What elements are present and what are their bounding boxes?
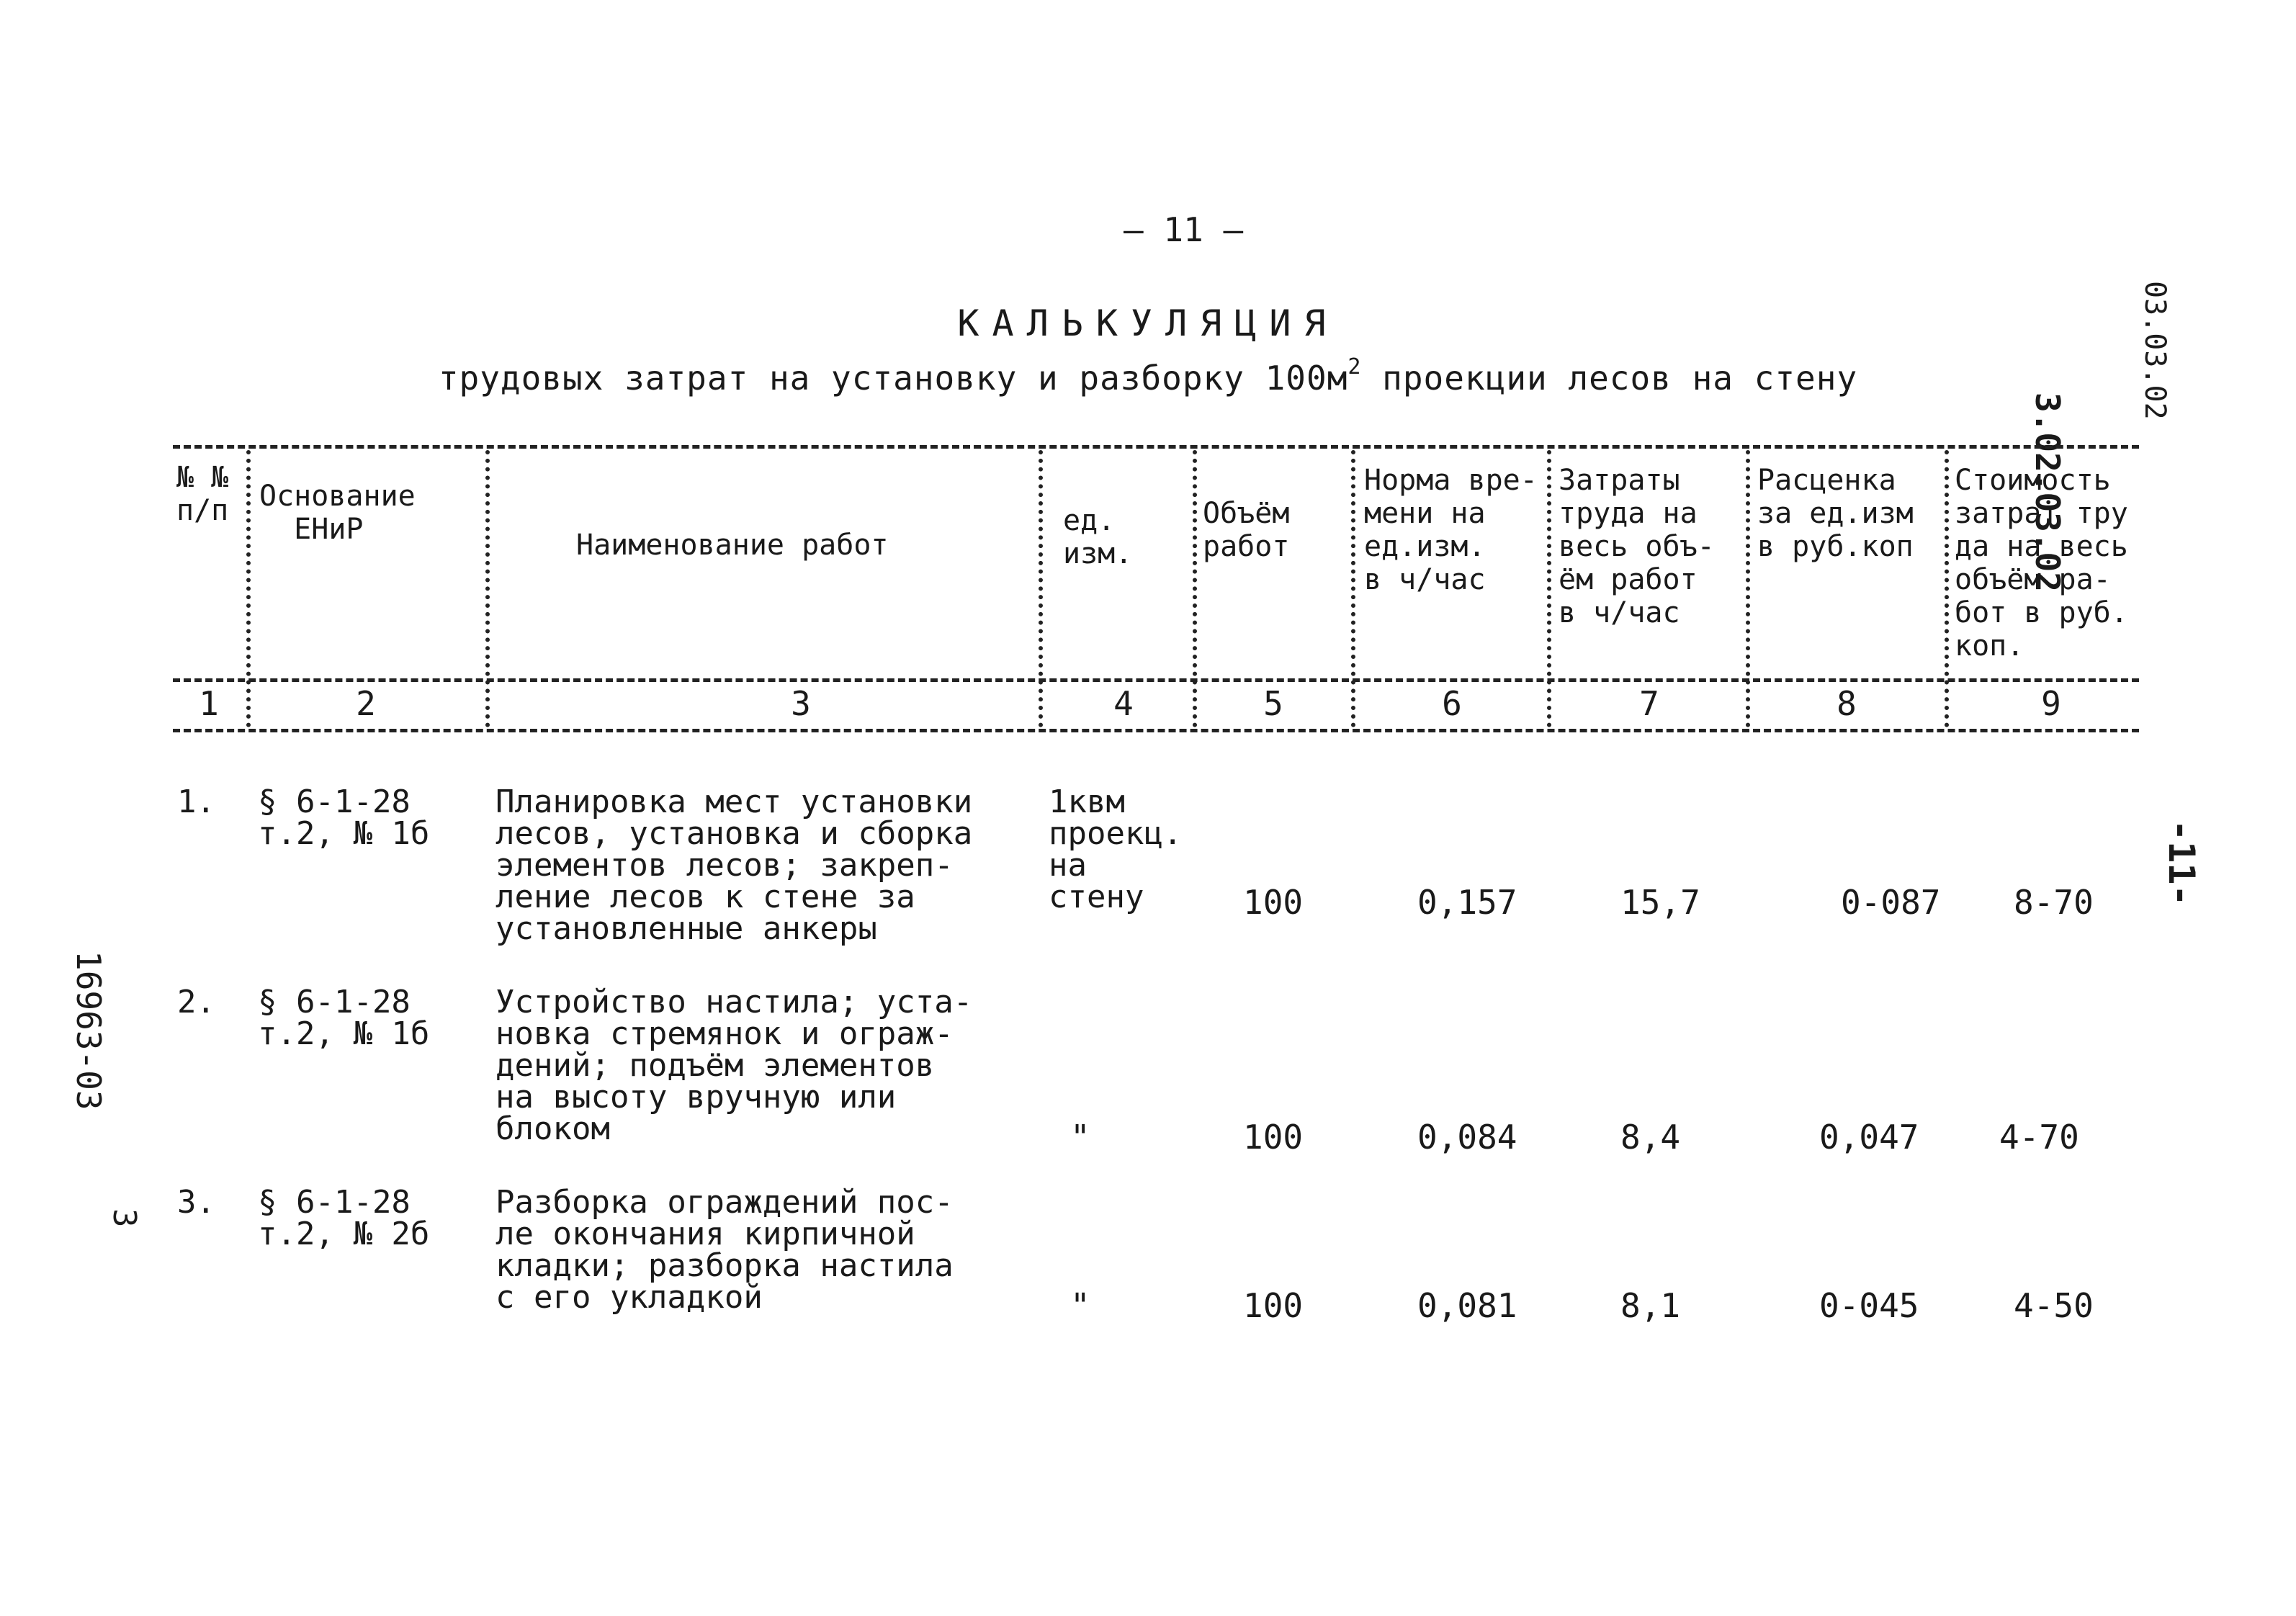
side-archive-code-suffix: 3 <box>106 1208 143 1228</box>
column-divider <box>246 450 251 727</box>
column-number: 3 <box>791 684 811 723</box>
column-divider <box>1193 450 1197 727</box>
header-unit: ед. изм. <box>1063 504 1133 570</box>
column-number: 1 <box>199 684 219 723</box>
page-number: – 11 – <box>1124 210 1244 249</box>
row-number: 2. <box>177 984 215 1020</box>
row-time-norm: 0,157 <box>1417 883 1517 922</box>
column-divider <box>485 450 490 727</box>
column-number: 2 <box>356 684 376 723</box>
table-number-rule <box>173 729 2139 732</box>
header-time-norm: Норма вре- мени на ед.изм. в ч/час <box>1364 464 1538 596</box>
column-number: 5 <box>1263 684 1283 723</box>
row-unit: 1квм проекц. на стену <box>1049 784 1183 915</box>
row-volume: 100 <box>1243 1118 1304 1157</box>
row-cost: 8-70 <box>2014 883 2094 922</box>
row-volume: 100 <box>1243 883 1304 922</box>
row-cost: 4-70 <box>1999 1118 2079 1157</box>
row-unit: " <box>1070 1118 1090 1157</box>
row-volume: 100 <box>1243 1286 1304 1325</box>
row-basis: § 6-1-28 т.2, № 1б <box>258 784 430 852</box>
row-time-norm: 0,084 <box>1417 1118 1517 1157</box>
side-document-code: 3.02.03.02 <box>2028 392 2067 592</box>
row-time-norm: 0,081 <box>1417 1286 1517 1325</box>
column-divider <box>1039 450 1043 727</box>
row-rate: 0-087 <box>1841 883 1941 922</box>
page-subtitle <box>0 354 2296 398</box>
column-number: 8 <box>1837 684 1857 723</box>
side-document-code-secondary: 03.03.02 <box>2138 281 2171 420</box>
row-work-name: Разборка ограждений пос- ле окончания кирпичной кладки; разборка настила с его укладкой <box>495 1184 954 1316</box>
subtitle-superscript: 2 <box>1347 354 1362 380</box>
row-labor-total: 15,7 <box>1620 883 1700 922</box>
column-divider <box>1945 450 1949 727</box>
column-divider <box>1746 450 1750 727</box>
row-rate: 0-045 <box>1819 1286 1919 1325</box>
column-number: 7 <box>1639 684 1659 723</box>
page-title: КАЛЬКУЛЯЦИЯ <box>957 302 1339 344</box>
header-cost: Стоимость затрат тру да на весь объём ра- бот в руб. коп. <box>1955 464 2128 663</box>
row-basis: § 6-1-28 т.2, № 2б <box>258 1184 430 1252</box>
column-number: 4 <box>1113 684 1134 723</box>
row-labor-total: 8,4 <box>1620 1118 1681 1157</box>
header-row-number: № № п/п <box>176 461 229 527</box>
row-number: 3. <box>177 1184 215 1221</box>
row-number: 1. <box>177 784 215 820</box>
header-rate: Расценка за ед.изм в руб.коп <box>1757 464 1914 563</box>
table-top-rule <box>173 445 2139 449</box>
row-basis: § 6-1-28 т.2, № 1б <box>258 984 430 1052</box>
row-cost: 4-50 <box>2014 1286 2094 1325</box>
header-volume: Объём работ <box>1203 497 1290 563</box>
row-rate: 0,047 <box>1819 1118 1919 1157</box>
subtitle-text: трудовых затрат на установку и разборку 100м <box>438 359 1348 398</box>
column-divider <box>1351 450 1355 727</box>
subtitle-text-end: проекции лесов на стену <box>1361 359 1858 398</box>
table-header-rule <box>173 678 2139 682</box>
row-labor-total: 8,1 <box>1620 1286 1681 1325</box>
row-work-name: Планировка мест установки лесов, установка и сборка элементов лесов; закреп- ление лесов к стене за установленные анкеры <box>495 784 973 947</box>
header-work-name: Наименование работ <box>576 529 889 562</box>
header-labor-total: Затраты труда на весь объ- ём работ в ч/час <box>1559 464 1715 629</box>
row-unit: " <box>1070 1286 1090 1325</box>
column-number: 6 <box>1442 684 1462 723</box>
column-number: 9 <box>2041 684 2061 723</box>
side-page-number: -11- <box>2161 820 2202 907</box>
side-archive-code: 16963-03 <box>69 951 108 1110</box>
header-basis: Основание ЕНиР <box>259 480 416 546</box>
row-work-name: Устройство настила; уста- новка стремянок и ограж- дений; подъём элементов на высоту вручную или блоком <box>495 984 973 1147</box>
column-divider <box>1547 450 1551 727</box>
